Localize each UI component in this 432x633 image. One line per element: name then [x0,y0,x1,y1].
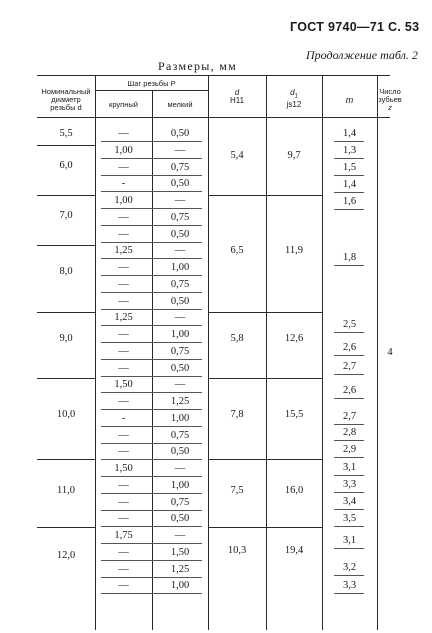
m-value: 2,6 [342,342,357,353]
m-rule [334,509,364,510]
d1-value: 19,4 [284,545,304,556]
pitch-fine-cell: 0,50 [170,128,190,139]
pitch-fine-cell: 0,50 [170,446,190,457]
d1-value: 16,0 [284,485,304,496]
m-value: 1,4 [342,128,357,139]
pitch-coarse-cell: — [118,430,129,441]
d-group-separator [208,195,322,196]
m-rule [334,175,364,176]
m-value: 1,3 [342,145,357,156]
m-value: 3,1 [342,462,357,473]
nominal-diameter-value: 9,0 [59,333,73,344]
m-rule [334,265,364,266]
pitch-fine-cell: 0,75 [170,430,190,441]
row-rule [101,242,202,243]
pitch-fine-cell: 0,75 [170,162,190,173]
m-rule [334,374,364,375]
pitch-coarse-cell: 1,25 [114,245,133,256]
pitch-coarse-cell: — [118,262,129,273]
d-value: 10,3 [227,545,247,556]
row-rule [101,191,202,192]
row-rule [101,359,202,360]
m-rule [334,492,364,493]
m-value: 2,9 [342,444,357,455]
pitch-coarse-cell: — [118,162,129,173]
row-rule [101,208,202,209]
group-separator [37,245,95,246]
pitch-coarse-cell: — [118,497,129,508]
pitch-coarse-cell: — [118,212,129,223]
d-value: 7,8 [230,409,244,420]
row-rule [101,593,202,594]
row-rule [101,175,202,176]
m-rule [334,526,364,527]
pitch-coarse-cell: — [118,128,129,139]
m-value: 2,5 [342,319,357,330]
pitch-fine-cell: 0,75 [170,346,190,357]
pitch-fine-cell: — [174,379,186,390]
table-continuation-note: Продолжение табл. 2 [306,48,418,62]
pitch-coarse-header: крупный [109,100,138,109]
m-rule [334,548,364,549]
teeth-count-header: Число зубьев z [378,87,402,112]
m-rule [334,192,364,193]
teeth-count-value: 4 [387,347,393,358]
pitch-fine-cell: 0,50 [170,229,190,240]
header-bottom-rule [37,117,390,118]
m-rule [334,575,364,576]
d-group-separator [208,378,322,379]
group-separator [37,145,95,146]
d1-value: 15,5 [284,409,304,420]
pitch-coarse-cell: — [118,580,129,591]
row-rule [101,225,202,226]
m-rule [334,475,364,476]
pitch-fine-cell: 1,00 [170,480,190,491]
d-value: 5,8 [230,333,244,344]
m-rule [334,332,364,333]
row-rule [101,426,202,427]
d-group-separator [208,459,322,460]
row-rule [101,526,202,527]
d-value: 5,4 [230,150,244,161]
group-separator [37,378,95,379]
m-rule [334,355,364,356]
d-column-header: d H11 [229,88,245,105]
m-column-header: m [345,95,354,105]
pitch-fine-cell: 1,50 [170,547,190,558]
m-rule [334,424,364,425]
pitch-fine-cell: 1,00 [170,413,190,424]
pitch-coarse-cell: 1,50 [114,463,133,474]
m-value: 1,6 [342,196,357,207]
nominal-diameter-value: 5,5 [59,128,73,139]
pitch-fine-cell: 1,00 [170,329,190,340]
nominal-diameter-value: 11,0 [57,485,75,496]
m-rule [334,398,364,399]
m-value: 1,8 [342,252,357,263]
m-value: 2,7 [342,361,357,372]
pitch-coarse-cell: - [121,413,126,424]
pitch-coarse-cell: — [118,547,129,558]
m-value: 3,5 [342,513,357,524]
row-rule [101,342,202,343]
pitch-fine-cell: 0,50 [170,513,190,524]
row-rule [101,309,202,310]
pitch-coarse-cell: — [118,296,129,307]
d1-column-header: $d_1$ js12 [286,88,302,109]
row-rule [101,158,202,159]
dimensions-caption: Размеры, мм [158,59,238,73]
m-value: 3,3 [342,580,357,591]
pitch-coarse-cell: — [118,346,129,357]
row-rule [101,292,202,293]
group-separator [37,195,95,196]
d-value: 7,5 [230,485,244,496]
row-rule [101,493,202,494]
row-rule [101,543,202,544]
row-rule [101,409,202,410]
pitch-coarse-cell: — [118,279,129,290]
pitch-fine-cell: — [174,245,186,256]
nominal-diameter-value: 8,0 [59,266,73,277]
m-rule [334,158,364,159]
pitch-coarse-cell: — [118,564,129,575]
m-rule [334,440,364,441]
pitch-coarse-cell: — [118,363,129,374]
group-separator [37,312,95,313]
pitch-fine-header: мелкий [167,100,193,109]
pitch-fine-cell: 1,00 [170,262,190,273]
m-value: 3,4 [342,496,357,507]
pitch-fine-cell: 1,25 [170,564,190,575]
d-value: 6,5 [230,245,244,256]
pitch-fine-cell: 1,25 [170,396,190,407]
row-rule [101,258,202,259]
pitch-fine-cell: 0,75 [170,497,190,508]
m-value: 3,3 [342,479,357,490]
pitch-coarse-cell: — [118,513,129,524]
pitch-coarse-cell: 1,75 [114,530,133,541]
pitch-fine-cell: 0,50 [170,178,190,189]
pitch-coarse-cell: 1,00 [114,145,133,156]
pitch-fine-cell: 0,75 [170,279,190,290]
pitch-coarse-cell: 1,50 [114,379,133,390]
pitch-fine-cell: — [174,195,186,206]
nominal-diameter-value: 10,0 [56,409,76,420]
pitch-fine-cell: 1,00 [170,580,190,591]
nominal-diameter-value: 6,0 [59,160,73,171]
pitch-coarse-cell: 1,25 [114,312,133,323]
row-rule [101,275,202,276]
m-rule [334,457,364,458]
pitch-coarse-cell: — [118,396,129,407]
d1-value: 11,9 [285,245,303,256]
row-rule [101,443,202,444]
m-rule [334,209,364,210]
m-value: 3,1 [342,535,357,546]
d-group-separator [208,527,322,528]
group-separator [37,459,95,460]
m-rule [334,141,364,142]
m-value: 3,2 [342,562,357,573]
row-rule [101,459,202,460]
m-value: 1,4 [342,179,357,190]
m-value: 2,7 [342,411,357,422]
pitch-fine-cell: 0,75 [170,212,190,223]
table-top-rule [37,75,390,76]
pitch-fine-cell: — [174,312,186,323]
pitch-coarse-cell: — [118,446,129,457]
pitch-coarse-cell: 1,00 [114,195,133,206]
pitch-group-header: Шаг резьбы P [127,79,176,88]
pitch-fine-cell: 0,50 [170,363,190,374]
row-rule [101,560,202,561]
m-value: 2,8 [342,427,357,438]
row-rule [101,476,202,477]
pitch-fine-cell: — [174,530,186,541]
group-separator [37,527,95,528]
m-rule [334,593,364,594]
gost-page-header: ГОСТ 9740—71 С. 53 [290,20,420,34]
d-group-separator [208,312,322,313]
pitch-fine-cell: — [174,145,186,156]
row-rule [101,577,202,578]
row-rule [101,141,202,142]
row-rule [101,510,202,511]
m-value: 2,6 [342,385,357,396]
d1-value: 12,6 [284,333,304,344]
pitch-fine-cell: 0,50 [170,296,190,307]
row-rule [101,325,202,326]
nominal-diameter-value: 12,0 [56,550,76,561]
nominal-diameter-header: Номинальный диаметр резьбы d [41,87,91,112]
d1-value: 9,7 [287,150,301,161]
pitch-coarse-cell: — [118,229,129,240]
pitch-fine-cell: — [174,463,186,474]
pitch-coarse-cell: — [118,480,129,491]
m-value: 1,5 [342,162,357,173]
pitch-coarse-cell: — [118,329,129,340]
pitch-coarse-cell: - [121,178,126,189]
row-rule [101,392,202,393]
row-rule [101,376,202,377]
nominal-diameter-value: 7,0 [59,210,73,221]
